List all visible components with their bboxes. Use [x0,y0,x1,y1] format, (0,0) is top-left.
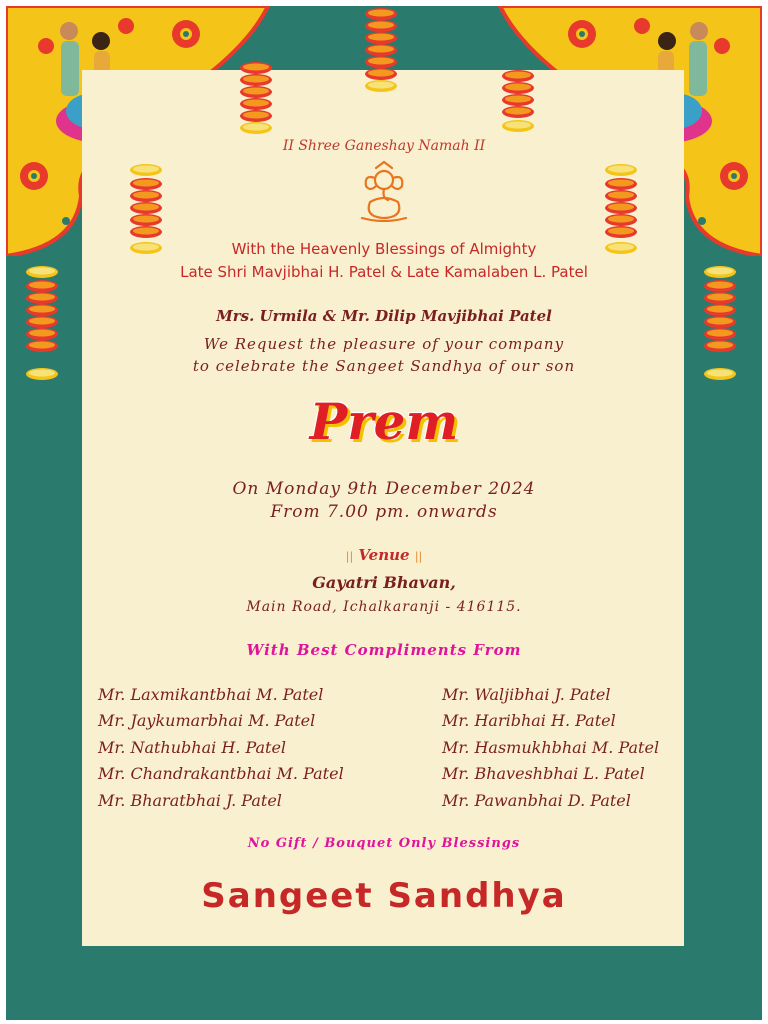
request-line-1: We Request the pleasure of your company [203,335,565,353]
list-item: Mr. Jaykumarbhai M. Patel [98,711,316,731]
list-item: Mr. Chandrakantbhai M. Patel [98,764,344,784]
event-date: On Monday 9th December 2024 [232,479,536,499]
venue-name: Gayatri Bhavan, [312,573,456,592]
venue-heading-label: Venue [358,546,410,564]
list-item: Mr. Hasmukhbhai M. Patel [442,737,660,757]
list-item: Mr. Haribhai H. Patel [442,711,616,731]
list-item: Mr. Bhaveshbhai L. Patel [442,764,645,784]
event-time: From 7.00 pm. onwards [270,502,498,522]
invocation-text: II Shree Ganeshay Namah II [282,138,486,154]
garland-3 [502,70,534,132]
compliments-heading: With Best Compliments From [246,641,522,659]
list-item: Mr. Pawanbhai D. Patel [442,790,631,810]
garland-2 [240,62,272,134]
event-datetime [0,478,768,524]
compliments-right-list [442,682,659,814]
no-gift-note: No Gift / Bouquet Only Blessings [247,836,521,851]
request-line-2: to celebrate the Sangeet Sandhya of our son [192,357,576,375]
list-item: Mr. Nathubhai H. Patel [98,737,287,757]
blessings [0,238,768,284]
request-text [0,333,768,377]
ganesha-icon [354,160,414,222]
event-title: Sangeet Sandhya [201,876,567,916]
venue-address: Main Road, Ichalkaranji - 416115. [246,599,522,615]
blessing-line-1: With the Heavenly Blessings of Almighty [231,240,537,258]
list-item: Mr. Waljibhai J. Patel [442,685,611,704]
venue-heading: || Venue || [345,546,423,564]
list-item: Mr. Bharatbhai J. Patel [98,790,282,810]
list-item: Mr. Laxmikantbhai M. Patel [98,685,324,704]
blessing-line-2: Late Shri Mavjibhai H. Patel & Late Kamalaben L. Patel [180,263,588,281]
groom-name: Prem [309,392,459,451]
compliments-left-list [98,682,344,814]
host-names: Mrs. Urmila & Mr. Dilip Mavjibhai Patel [216,307,552,325]
garland-1 [365,8,397,92]
